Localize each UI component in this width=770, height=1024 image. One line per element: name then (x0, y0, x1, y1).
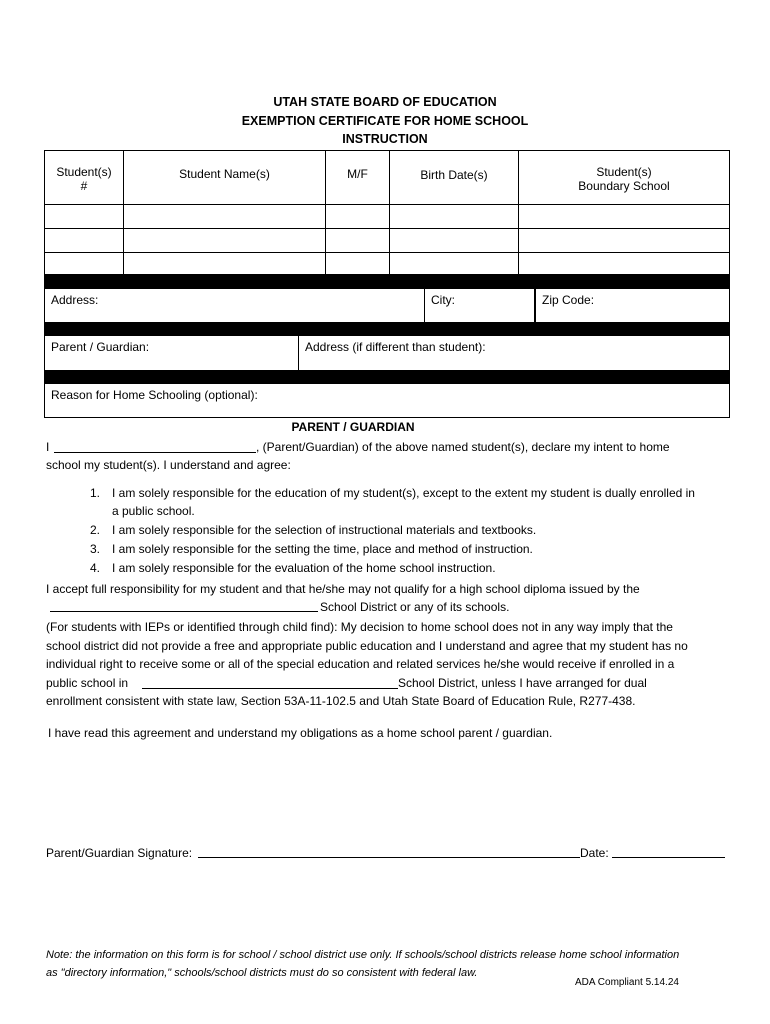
student-3-school-cell[interactable] (519, 253, 730, 275)
col-header-student-name (124, 150, 326, 205)
iep-line-5: enrollment consistent with state law, Section 53A-11-102.5 and Utah State Board of Education Rule, R277-438. (46, 694, 636, 708)
student-3-name-cell[interactable] (124, 253, 326, 275)
list-item-number: 3. (90, 542, 101, 556)
ada-compliance-label: ADA Compliant 5.14.24 (575, 977, 679, 988)
zip-code-field[interactable] (535, 288, 730, 323)
intro-suffix: , (Parent/Guardian) of the above named student(s), declare my intent to home (256, 440, 670, 454)
intro-line-2: school my student(s). I understand and agree: (46, 458, 291, 472)
city-label: City: (431, 293, 455, 307)
student-3-number-cell[interactable] (44, 253, 124, 275)
iep-line-3: individual right to receive some or all of the special education and related services he/she would receive if enrolled in a (46, 657, 675, 671)
col-header-student-number-line-2: # (80, 179, 88, 193)
read-statement: I have read this agreement and understand my obligations as a home school parent / guardian. (48, 726, 553, 740)
date-blank[interactable] (612, 844, 725, 858)
form-title-line-2: EXEMPTION CERTIFICATE FOR HOME SCHOOL (241, 114, 529, 128)
student-1-school-cell[interactable] (519, 205, 730, 229)
list-item-number: 2. (90, 523, 101, 537)
list-item-number: 4. (90, 561, 101, 575)
col-header-student-number (44, 150, 124, 205)
footer-note-line-2: as "directory information," schools/school districts must do so consistent with federal law. (46, 967, 478, 979)
list-item-1-line-1: I am solely responsible for the education of my student(s), except to the extent my student is dually enrolled in (112, 486, 695, 500)
col-header-boundary-school-line-2: Boundary School (578, 179, 670, 193)
reason-field[interactable] (44, 383, 730, 418)
iep-line-4-suffix: School District, unless I have arranged for dual (398, 676, 647, 690)
date-label: Date: (580, 846, 609, 860)
col-header-student-name-label: Student Name(s) (179, 167, 270, 181)
col-header-sex-label: M/F (347, 167, 368, 181)
col-header-birth-date-label: Birth Date(s) (420, 168, 488, 182)
list-item-4: I am solely responsible for the evaluation of the home school instruction. (112, 561, 496, 575)
address-field[interactable] (44, 288, 425, 323)
student-2-number-cell[interactable] (44, 229, 124, 253)
col-header-student-number-line-1: Student(s) (56, 165, 112, 179)
intro-prefix: I (46, 440, 50, 454)
signature-blank[interactable] (198, 844, 580, 858)
footer-note-line-1: Note: the information on this form is for school / school district use only. If schools/school districts release home school information (46, 949, 680, 961)
iep-line-2: school district did not provide a free and appropriate public education and I understand and agree that my student has no (46, 639, 688, 653)
iep-line-4-prefix: public school in (46, 676, 129, 690)
student-2-name-cell[interactable] (124, 229, 326, 253)
col-header-sex (326, 150, 390, 205)
alt-address-field[interactable] (299, 335, 730, 371)
student-1-name-cell[interactable] (124, 205, 326, 229)
list-item-3: I am solely responsible for the setting the time, place and method of instruction. (112, 542, 533, 556)
parent-name-blank[interactable] (54, 439, 256, 453)
divider-bar (44, 275, 730, 288)
school-district-blank-2[interactable] (142, 675, 398, 689)
signature-label: Parent/Guardian Signature: (46, 846, 193, 860)
parent-guardian-label: Parent / Guardian: (51, 340, 150, 354)
accept-line-2: School District or any of its schools. (320, 600, 510, 614)
reason-label: Reason for Home Schooling (optional): (51, 388, 258, 402)
school-district-blank-1[interactable] (50, 598, 318, 612)
student-1-sex-cell[interactable] (326, 205, 390, 229)
divider-bar (44, 371, 730, 383)
col-header-boundary-school (519, 150, 730, 205)
divider-bar (44, 323, 730, 335)
form-title-line-3: INSTRUCTION (342, 132, 428, 146)
student-1-number-cell[interactable] (44, 205, 124, 229)
alt-address-label: Address (if different than student): (305, 340, 486, 354)
parent-guardian-field[interactable] (44, 335, 299, 371)
form-title-line-1: UTAH STATE BOARD OF EDUCATION (273, 95, 497, 109)
student-2-school-cell[interactable] (519, 229, 730, 253)
col-header-birth-date (390, 150, 519, 205)
col-header-boundary-school-line-1: Student(s) (596, 165, 652, 179)
address-label: Address: (51, 293, 99, 307)
list-item-1-line-2: a public school. (112, 504, 195, 518)
student-3-sex-cell[interactable] (326, 253, 390, 275)
zip-code-label: Zip Code: (542, 293, 595, 307)
list-item-number: 1. (90, 486, 101, 500)
student-3-birth-cell[interactable] (390, 253, 519, 275)
city-field[interactable] (425, 288, 535, 323)
student-2-sex-cell[interactable] (326, 229, 390, 253)
list-item-2: I am solely responsible for the selection of instructional materials and textbooks. (112, 523, 537, 537)
accept-line-1: I accept full responsibility for my student and that he/she may not qualify for a high school diploma issued by the (46, 582, 640, 596)
student-2-birth-cell[interactable] (390, 229, 519, 253)
iep-line-1: (For students with IEPs or identified through child find): My decision to home school does not in any way imply that the (46, 620, 673, 634)
student-1-birth-cell[interactable] (390, 205, 519, 229)
agreement-heading: PARENT / GUARDIAN (291, 420, 415, 434)
